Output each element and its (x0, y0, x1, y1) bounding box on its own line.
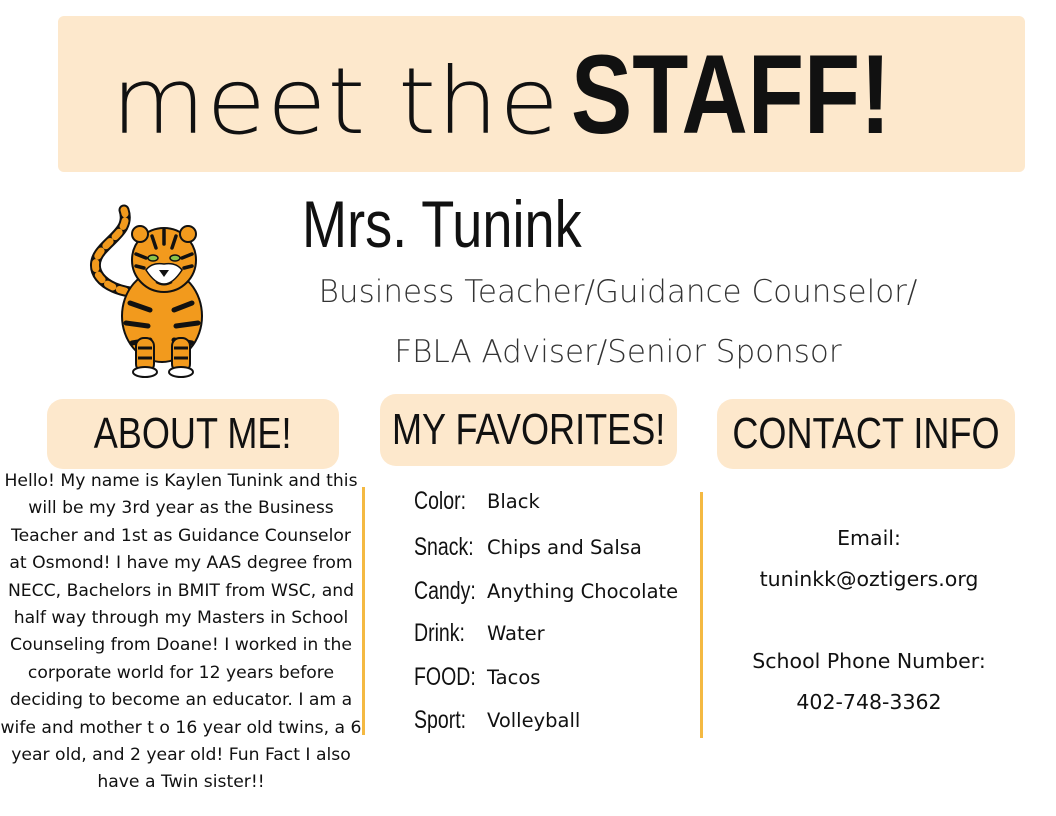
favorite-label: Drink: (414, 618, 465, 647)
favorite-label: Sport: (414, 705, 467, 734)
tiger-mascot-icon (80, 198, 230, 378)
favorite-row-sport (414, 705, 580, 735)
phone-label: School Phone Number: (752, 649, 986, 673)
about-heading-pill (47, 399, 339, 469)
teacher-role-line-1: Business Teacher/Guidance Counselor/ (318, 274, 918, 310)
favorite-value: Anything Chocolate (487, 579, 679, 603)
favorites-heading-pill (380, 394, 677, 466)
about-heading: ABOUT ME! (94, 409, 292, 458)
favorite-label: Candy: (414, 576, 476, 605)
favorite-row-drink (414, 618, 545, 648)
favorite-value: Tacos (487, 665, 541, 689)
favorite-row-food (414, 662, 540, 692)
favorite-label: Snack: (414, 532, 474, 561)
favorite-row-candy (414, 576, 678, 606)
favorite-label: Color: (414, 486, 467, 515)
email-address[interactable]: tuninkk@oztigers.org (759, 567, 979, 591)
page-title (111, 30, 961, 159)
title-bold-text: STAFF! (571, 31, 891, 157)
divider-line (700, 492, 703, 738)
teacher-role-line-2: FBLA Adviser/Senior Sponsor (394, 334, 842, 370)
favorite-row-snack (414, 532, 642, 562)
teacher-name: Mrs. Tunink (302, 187, 582, 261)
email-label: Email: (837, 526, 901, 550)
favorite-value: Black (487, 489, 540, 513)
about-paragraph: Hello! My name is Kaylen Tunink and this will be my 3rd year as the Business Teacher and 1st as Guidance Counselor at Osmond! I have my AAS degree from NECC, Bachelors in BMIT from WSC, and half way through my Masters in School Counseling from Doane! I worked in the corporate world for 12 years before deciding to become an educator. I am a wife and mother t o 16 year old twins, a 6 year old, and 2 year old! Fun Fact I also have a Twin sister!! (0, 471, 362, 793)
phone-number[interactable]: 402-748-3362 (796, 690, 942, 714)
divider-line (362, 487, 365, 735)
favorite-value: Water (487, 621, 545, 645)
contact-heading-pill (717, 399, 1015, 469)
contact-heading: CONTACT INFO (732, 409, 1000, 458)
title-banner (58, 16, 1025, 172)
favorite-value: Volleyball (487, 708, 581, 732)
favorites-heading: MY FAVORITES! (391, 405, 666, 454)
favorite-value: Chips and Salsa (487, 535, 642, 559)
favorite-row-color (414, 486, 540, 516)
favorite-label: FOOD: (414, 662, 476, 691)
title-light-text: meet the (111, 47, 560, 155)
